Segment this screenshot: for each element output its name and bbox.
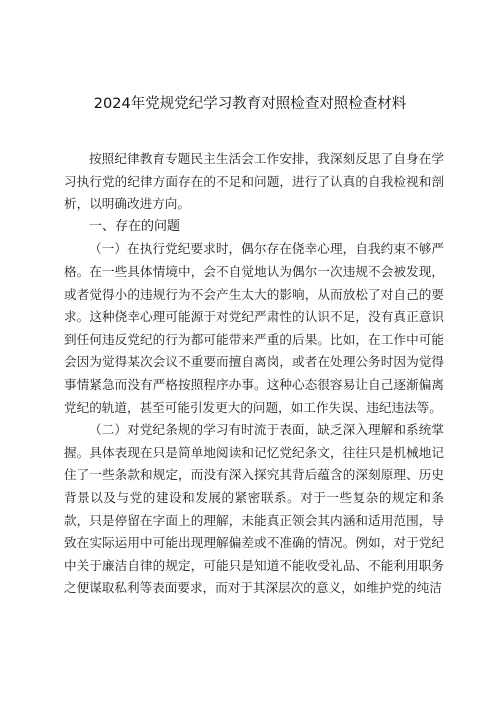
problem-item-2: （二）对党纪条规的学习有时流于表面，缺乏深入理解和系统掌握。具体表现在只是简单地阅读和记忆党纪条文，往往只是机械地记住了一些条款和规定，而没有深入探究其背后蕴含的深刻原理、历史背景以及与党的建设和发展的紧密联系。对于一些复杂的规定和条款，只是停留在字面上的理解，未能真正领会其内涵和适用范围，导致在实际运用中可能出现理解偏差或不准确的情况。例如，对于党纪中关于廉洁自律的规定，可能只是知道不能收受礼品、不能利用职务之便谋取私利等表面要求，而对于其深层次的意义，如维护党的纯洁	[64, 422, 444, 596]
problem-item-1: （一）在执行党纪要求时，偶尔存在侥幸心理，自我约束不够严格。在一些具体情境中，会不自觉地认为偶尔一次违规不会被发现，或者觉得小的违规行为不会产生太大的影响，从而放松了对自己的要求。这种侥幸心理可能源于对党纪严肃性的认识不足，没有真正意识到任何违反党纪的行为都可能带来严重的后果。比如，在工作中可能会因为觉得某次会议不重要而擅自离岗，或者在处理公务时因为觉得事情紧急而没有严格按照程序办事。这种心态很容易让自己逐渐偏离党纪的轨道，甚至可能引发更大的问题，如工作失误、违纪违法等。	[64, 241, 444, 415]
document-title: 2024年党规党纪学习教育对照检查对照检查材料	[93, 96, 407, 112]
section-heading-problems: 一、存在的问题	[89, 218, 181, 234]
document-body	[64, 148, 444, 600]
intro-paragraph: 按照纪律教育专题民主生活会工作安排，我深刻反思了自身在学习执行党的纪律方面存在的不足和问题，进行了认真的自我检视和剖析，以明确改进方向。	[64, 151, 444, 212]
